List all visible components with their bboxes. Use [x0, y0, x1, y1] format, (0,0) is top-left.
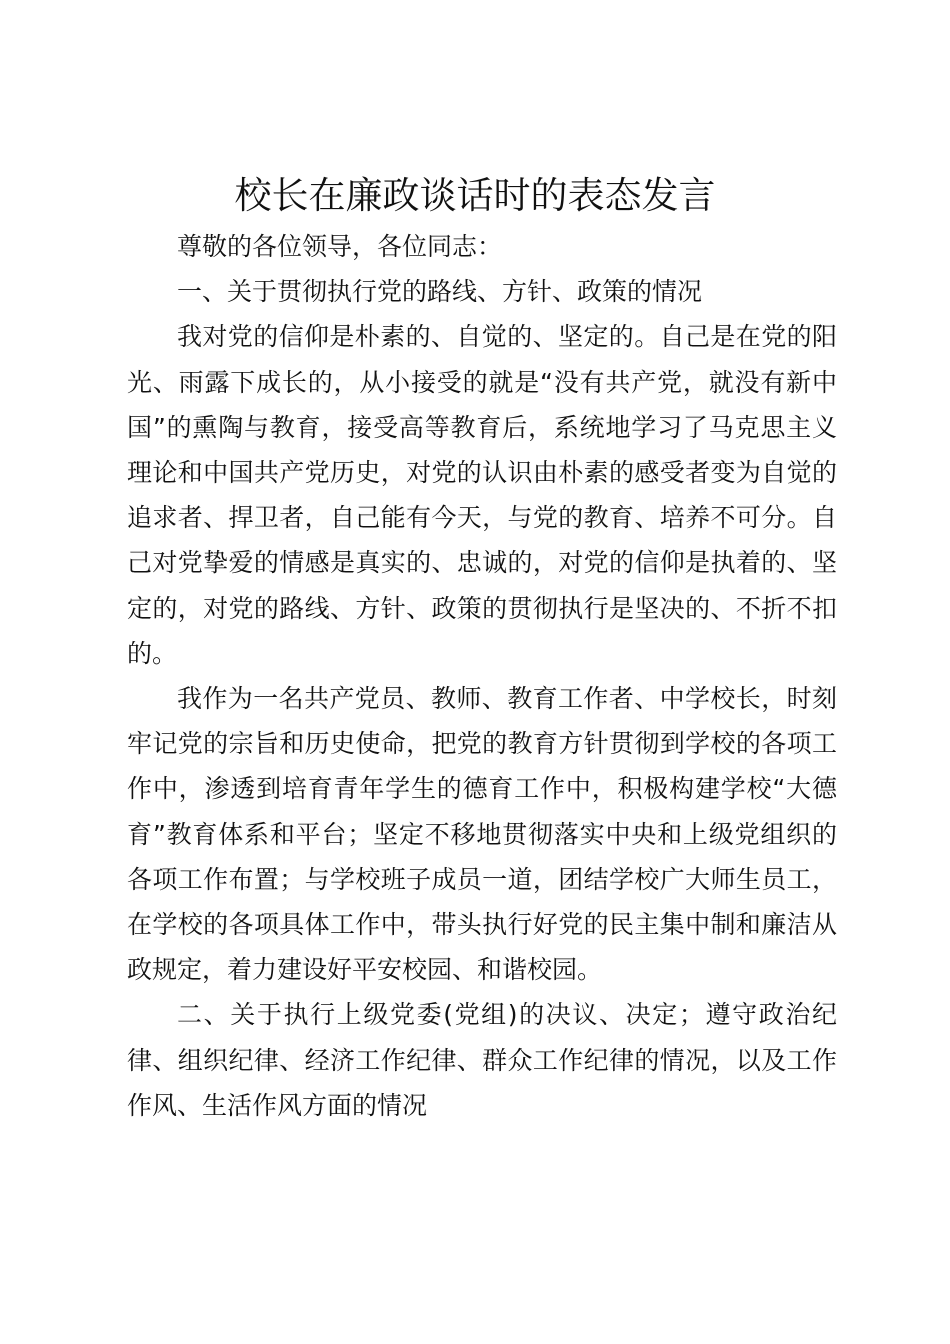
body-paragraph-2: 我作为一名共产党员、教师、教育工作者、中学校长，时刻牢记党的宗旨和历史使命，把党的教育方针贯彻到学校的各项工作中，渗透到培育青年学生的德育工作中，积极构建学校“大德育”教育体系和平台；坚定不移地贯彻落实中央和上级党组织的各项工作布置；与学校班子成员一道，团结学校广大师生员工，在学校的各项具体工作中，带头执行好党的民主集中制和廉洁从政规定，着力建设好平安校园、和谐校园。: [127, 684, 837, 985]
body-paragraph-1: 我对党的信仰是朴素的、自觉的、坚定的。自己是在党的阳光、雨露下成长的，从小接受的就是“没有共产党，就没有新中国”的熏陶与教育，接受高等教育后，系统地学习了马克思主义理论和中国共产党历史，对党的认识由朴素的感受者变为自觉的追求者、捍卫者，自己能有今天，与党的教育、培养不可分。自己对党挚爱的情感是真实的、忠诚的，对党的信仰是执着的、坚定的，对党的路线、方针、政策的贯彻执行是坚决的、不折不扣的。: [127, 322, 837, 668]
section-heading-1: 一、关于贯彻执行党的路线、方针、政策的情况: [177, 277, 703, 307]
document-title: 校长在廉政谈话时的表态发言: [234, 174, 716, 217]
document-body: [127, 224, 837, 1128]
section-heading-2: 二、关于执行上级党委(党组)的决议、决定；遵守政治纪律、组织纪律、经济工作纪律、群众工作纪律的情况，以及工作作风、生活作风方面的情况: [127, 1000, 837, 1120]
salutation-paragraph: 尊敬的各位领导，各位同志：: [177, 232, 503, 261]
